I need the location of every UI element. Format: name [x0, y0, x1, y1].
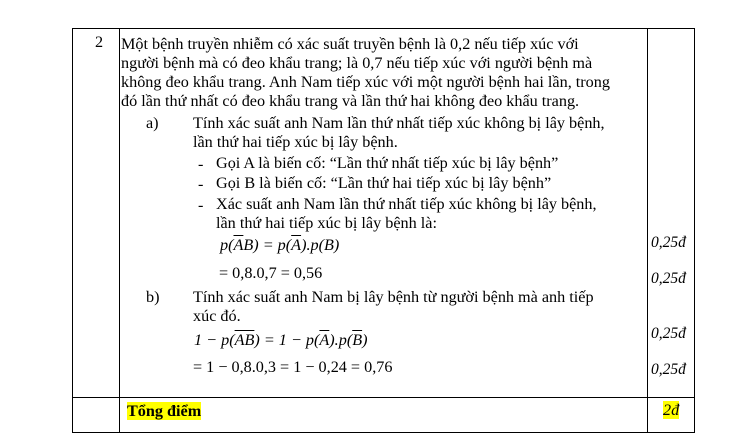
formula-b-1-b2-bar: $\overline{B}$ [352, 331, 363, 349]
part-b-question-1: Tính xác suất anh Nam bị lây bệnh từ người bệnh mà anh tiếp [193, 288, 594, 306]
table-border-mid [72, 397, 695, 398]
formula-b-1-mid: ) = 1 − p( [254, 331, 320, 349]
formula-a-2: = 0,8.0,7 = 0,56 [219, 264, 323, 282]
formula-b-2: = 1 − 0,8.0,3 = 1 − 0,24 = 0,76 [193, 358, 393, 376]
intro-line-3: không đeo khẩu trang. Anh Nam tiếp xúc với một người bệnh hai lần, trong [121, 73, 610, 91]
part-a-question-2: lần thứ hai tiếp xúc bị lây bệnh. [193, 133, 398, 151]
formula-b-1 [194, 331, 368, 349]
formula-a-1-end: ).p(B) [301, 236, 340, 254]
formula-b-1-b-bar: $\overline{B}$ [244, 331, 255, 349]
intro-line-2: người bệnh mà có đeo khẩu trang; là 0,7 nếu tiếp xúc với người bệnh mà [121, 54, 593, 72]
part-b-label: b) [146, 288, 160, 306]
score-a-2: 0,25đ [651, 270, 686, 287]
bullet-1: Gọi A là biến cố: “Lần thứ nhất tiếp xúc bị lây bệnh” [216, 154, 559, 172]
formula-a-1-b: B [243, 236, 254, 254]
table-border-top [72, 28, 695, 29]
formula-b-1-a2-bar: $\overline{A}$ [319, 331, 330, 349]
formula-a-1-a2-bar: $\overline{A}$ [291, 236, 302, 254]
bullet-3: Xác suất anh Nam lần thứ nhất tiếp xúc không bị lây bệnh, [216, 195, 597, 213]
bullet-2: Gọi B là biến cố: “Lần thứ hai tiếp xúc bị lây bệnh” [216, 174, 552, 192]
formula-b-1-p: 1 − p( [194, 331, 235, 349]
bullet-dash-2: - [198, 175, 204, 193]
formula-a-1 [220, 236, 339, 254]
total-label-text: Tổng điểm [127, 402, 202, 420]
formula-a-1-a-bar: $\overline{A}$ [233, 236, 244, 254]
table-border-left [72, 28, 73, 433]
bullet-dash-3: - [198, 196, 204, 214]
table-border-right [694, 28, 695, 433]
total-label [127, 402, 201, 420]
score-b-1: 0,25đ [651, 325, 686, 342]
formula-a-1-p: p( [220, 236, 234, 254]
table-col-divider-2 [647, 28, 648, 433]
row-number: 2 [95, 33, 104, 51]
formula-b-1-end: ) [362, 331, 368, 349]
intro-line-1: Một bệnh truyền nhiễm có xác suất truyền bệnh là 0,2 nếu tiếp xúc với [121, 35, 579, 53]
total-score [663, 401, 679, 419]
formula-a-1-mid: ) = p( [253, 236, 292, 254]
formula-b-1-mid2: ).p( [329, 331, 353, 349]
part-a-label: a) [146, 114, 159, 132]
table-border-bottom [72, 432, 695, 433]
part-a-question-1: Tính xác suất anh Nam lần thứ nhất tiếp xúc không bị lây bệnh, [193, 114, 605, 132]
part-b-question-2: xúc đó. [193, 307, 241, 325]
score-b-2: 0,25đ [651, 361, 686, 378]
bullet-dash-1: - [198, 155, 204, 173]
formula-b-1-a-bar: $\overline{A}$ [234, 331, 245, 349]
table-col-divider-1 [119, 28, 120, 433]
score-a-1: 0,25đ [651, 234, 686, 251]
bullet-3-continued: lần thứ hai tiếp xúc bị lây bệnh là: [216, 214, 437, 232]
total-score-text: 2đ [663, 401, 680, 419]
intro-line-4: đó lần thứ nhất có đeo khẩu trang và lần thứ hai không đeo khẩu trang. [121, 92, 580, 110]
